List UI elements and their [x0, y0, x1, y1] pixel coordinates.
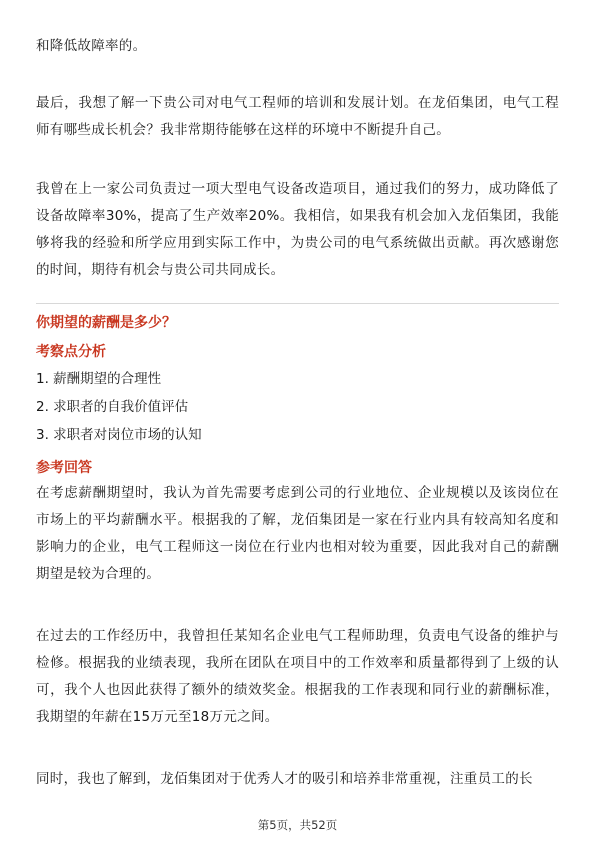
analysis-item: 3. 求职者对岗位市场的认知: [36, 427, 202, 443]
paragraph-project-experience: 我曾在上一家公司负责过一项大型电气设备改造项目，通过我们的努力，成功降低了设备故障率30%，提高了生产效率20%。我相信，如果我有机会加入龙佰集团，我能够将我的经验和所学应用到实际工作中，为贵公司的电气系统做出贡献。再次感谢您的时间，期待有机会与贵公司共同成长。: [36, 181, 559, 278]
page-number-footer: 第5页，共52页: [257, 818, 338, 832]
analysis-item: 2. 求职者的自我价值评估: [36, 399, 189, 415]
paragraph-intro-tail: 和降低故障率的。: [36, 38, 147, 54]
answer-paragraph: 在过去的工作经历中，我曾担任某知名企业电气工程师助理，负责电气设备的维护与检修。根据我的业绩表现，我所在团队在项目中的工作效率和质量都得到了上级的认可，我个人也因此获得了额外的绩效奖金。根据我的工作表现和同行业的薪酬标准，我期望的年薪在15万元至18万元之间。: [36, 628, 559, 725]
section-divider: [36, 303, 559, 304]
answer-paragraph: 同时，我也了解到，龙佰集团对于优秀人才的吸引和培养非常重视，注重员工的长: [36, 771, 533, 787]
paragraph-training-question: 最后，我想了解一下贵公司对电气工程师的培训和发展计划。在龙佰集团，电气工程师有哪些成长机会？我非常期待能够在这样的环境中不断提升自己。: [36, 95, 559, 138]
analysis-item: 1. 薪酬期望的合理性: [36, 371, 162, 387]
question-title: 你期望的薪酬是多少？: [36, 315, 176, 331]
analysis-heading: 考察点分析: [36, 344, 106, 360]
answer-heading: 参考回答: [36, 460, 92, 476]
answer-paragraph: 在考虑薪酬期望时，我认为首先需要考虑到公司的行业地位、企业规模以及该岗位在市场上的平均薪酬水平。根据我的了解，龙佰集团是一家在行业内具有较高知名度和影响力的企业，电气工程师这一岗位在行业内也相对较为重要，因此我对自己的薪酬期望是较为合理的。: [36, 485, 559, 582]
